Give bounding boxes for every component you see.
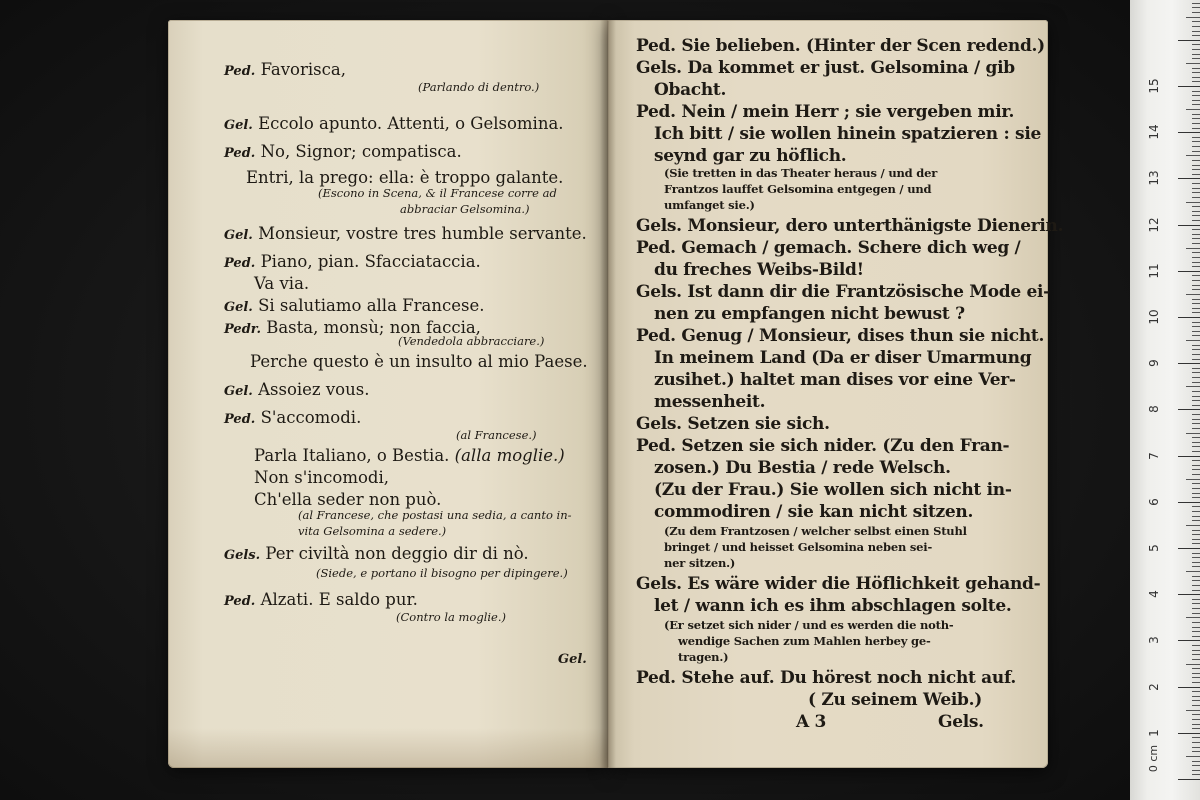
measuring-ruler (1130, 0, 1200, 800)
ruler-tick (1192, 68, 1200, 69)
dialogue-text: Assoiez vous. (252, 380, 370, 399)
ruler-tick (1192, 543, 1200, 544)
ruler-tick (1192, 719, 1200, 720)
ruler-tick (1178, 548, 1200, 549)
ruler-tick (1192, 49, 1200, 50)
ruler-tick (1192, 215, 1200, 216)
ruler-tick (1192, 114, 1200, 115)
ruler-number: 1 (1147, 729, 1161, 737)
right-text-line: (Zu der Frau.) Sie wollen sich nicht in- (654, 480, 1012, 500)
ruler-tick (1186, 109, 1200, 110)
ruler-tick (1192, 54, 1200, 55)
right-text-line: seynd gar zu höflich. (654, 146, 847, 166)
left-text-line (254, 470, 389, 487)
left-text-line (250, 354, 588, 371)
dialogue-text: No, Signor; compatisca. (255, 142, 462, 161)
ruler-tick (1192, 724, 1200, 725)
ruler-tick (1192, 160, 1200, 161)
ruler-tick (1186, 386, 1200, 387)
ruler-tick (1192, 590, 1200, 591)
ruler-tick (1192, 645, 1200, 646)
ruler-tick (1192, 603, 1200, 604)
ruler-tick (1186, 617, 1200, 618)
ruler-tick (1192, 372, 1200, 373)
ruler-tick (1192, 77, 1200, 78)
dialogue-text: Favorisca, (255, 60, 346, 79)
right-text-line: (Er setzet sich nider / und es werden die noth- (664, 618, 954, 632)
ruler-tick (1178, 779, 1200, 780)
ruler-tick (1186, 155, 1200, 156)
left-text-line (298, 526, 446, 538)
left-text-line (400, 204, 530, 216)
speaker-label: Ped. (224, 594, 256, 609)
ruler-tick (1192, 659, 1200, 660)
ruler-tick (1192, 751, 1200, 752)
ruler-tick (1178, 409, 1200, 410)
catchword: Gels. (938, 712, 984, 732)
ruler-number: 10 (1147, 309, 1161, 325)
right-text-line: messenheit. (654, 392, 766, 412)
ruler-tick (1186, 433, 1200, 434)
stage-direction: (Siede, e portano il bisogno per dipingere.) (316, 566, 568, 580)
right-text-line: tragen.) (678, 650, 729, 664)
dialogue-text: Si salutiamo alla Francese. (252, 296, 485, 315)
right-text-line: zosen.) Du Bestia / rede Welsch. (654, 458, 951, 478)
ruler-tick (1192, 100, 1200, 101)
ruler-number: 14 (1147, 124, 1161, 140)
ruler-tick (1192, 257, 1200, 258)
stage-direction: (Contro la moglie.) (396, 610, 506, 624)
ruler-tick (1192, 673, 1200, 674)
ruler-tick (1192, 483, 1200, 484)
ruler-tick (1192, 668, 1200, 669)
ruler-number: 9 (1147, 359, 1161, 367)
left-text-line (418, 82, 539, 94)
ruler-tick (1186, 17, 1200, 18)
ruler-tick (1178, 225, 1200, 226)
right-text-line: du freches Weibs-Bild! (654, 260, 864, 280)
right-text-line: In meinem Land (Da er diser Umarmung (654, 348, 1032, 368)
right-text-line: Gels. Ist dann dir die Frantzösische Mode ei- (636, 282, 1050, 302)
ruler-tick (1192, 742, 1200, 743)
ruler-tick (1192, 613, 1200, 614)
ruler-tick (1192, 192, 1200, 193)
ruler-tick (1192, 72, 1200, 73)
ruler-tick (1192, 137, 1200, 138)
left-text-line (456, 430, 537, 442)
ruler-tick (1192, 580, 1200, 581)
stage-direction: (Vendedola abbracciare.) (398, 334, 545, 348)
ruler-tick (1192, 345, 1200, 346)
ruler-tick (1192, 12, 1200, 13)
stage-direction: vita Gelsomina a sedere.) (298, 524, 447, 538)
ruler-tick (1192, 151, 1200, 152)
left-text-line (558, 650, 587, 667)
ruler-tick (1192, 728, 1200, 729)
ruler-tick (1192, 81, 1200, 82)
ruler-tick (1192, 650, 1200, 651)
left-text-line (224, 382, 369, 399)
left-text-line (254, 448, 565, 465)
ruler-tick (1192, 303, 1200, 304)
ruler-tick (1192, 146, 1200, 147)
ruler-tick (1192, 714, 1200, 715)
speaker-label: Ped. (224, 146, 256, 161)
ruler-tick (1192, 91, 1200, 92)
ruler-tick (1192, 654, 1200, 655)
stage-direction: (Parlando di dentro.) (418, 80, 540, 94)
left-text-line (224, 592, 418, 609)
ruler-tick (1192, 400, 1200, 401)
ruler-tick (1192, 58, 1200, 59)
ruler-tick (1192, 183, 1200, 184)
dialogue-text: S'accomodi. (255, 408, 362, 427)
ruler-tick (1192, 497, 1200, 498)
ruler-tick (1192, 506, 1200, 507)
right-text-line: Obacht. (654, 80, 727, 100)
left-text-line (224, 116, 564, 133)
dialogue-text: Basta, monsù; non faccia, (260, 318, 481, 337)
right-text-line: Ped. Gemach / gemach. Schere dich weg / (636, 238, 1021, 258)
ruler-tick (1192, 280, 1200, 281)
ruler-tick (1192, 21, 1200, 22)
ruler-tick (1192, 747, 1200, 748)
stage-direction: (alla moglie.) (454, 446, 565, 465)
left-text-line (398, 336, 544, 348)
ruler-tick (1186, 571, 1200, 572)
ruler-tick (1192, 530, 1200, 531)
ruler-tick (1192, 3, 1200, 4)
ruler-tick (1192, 488, 1200, 489)
right-text-line: ( Zu seinem Weib.) (808, 690, 983, 710)
ruler-tick (1192, 188, 1200, 189)
ruler-tick (1192, 229, 1200, 230)
ruler-tick (1192, 349, 1200, 350)
ruler-tick (1178, 640, 1200, 641)
right-text-line: bringet / und heisset Gelsomina neben sei- (664, 540, 933, 554)
ruler-tick (1192, 396, 1200, 397)
ruler-number: 3 (1147, 636, 1161, 644)
ruler-tick (1192, 770, 1200, 771)
left-text-line (298, 510, 572, 522)
ruler-tick (1192, 169, 1200, 170)
left-text-line (254, 276, 309, 293)
ruler-tick (1178, 178, 1200, 179)
ruler-tick (1186, 248, 1200, 249)
ruler-number: 6 (1147, 498, 1161, 506)
left-text-line (246, 170, 563, 187)
ruler-tick (1192, 682, 1200, 683)
right-text-line: commodiren / sie kan nicht sitzen. (654, 502, 974, 522)
speaker-label: Pedr. (224, 322, 261, 337)
ruler-tick (1192, 141, 1200, 142)
ruler-tick (1192, 576, 1200, 577)
ruler-number: 11 (1147, 263, 1161, 279)
left-text-line (224, 410, 361, 427)
ruler-tick (1178, 86, 1200, 87)
ruler-tick (1192, 262, 1200, 263)
ruler-tick (1192, 326, 1200, 327)
ruler-tick (1192, 299, 1200, 300)
ruler-tick (1192, 285, 1200, 286)
ruler-tick (1192, 289, 1200, 290)
ruler-tick (1192, 677, 1200, 678)
ruler-tick (1186, 756, 1200, 757)
dialogue-text: Per civiltà non deggio dir di nò. (260, 544, 529, 563)
ruler-tick (1186, 294, 1200, 295)
ruler-tick (1192, 252, 1200, 253)
ruler-tick (1192, 118, 1200, 119)
ruler-tick (1186, 479, 1200, 480)
speaker-label: Ped. (224, 64, 256, 79)
dialogue-text: Perche questo è un insulto al mio Paese. (250, 352, 588, 371)
ruler-unit-label: 0 cm (1147, 744, 1161, 773)
ruler-number: 8 (1147, 405, 1161, 413)
speaker-label: Gel. (224, 118, 253, 133)
ruler-tick (1192, 636, 1200, 637)
ruler-tick (1192, 95, 1200, 96)
left-text-line (224, 144, 462, 161)
ruler-tick (1192, 423, 1200, 424)
right-text-line: Ped. Stehe auf. Du hörest noch nicht auf. (636, 668, 1016, 688)
ruler-tick (1192, 220, 1200, 221)
right-text-line: (Sie tretten in das Theater heraus / und der (664, 166, 938, 180)
ruler-tick (1192, 165, 1200, 166)
left-text-line (224, 62, 346, 79)
left-text-line (318, 188, 557, 200)
ruler-tick (1178, 271, 1200, 272)
ruler-tick (1192, 391, 1200, 392)
ruler-tick (1192, 174, 1200, 175)
ruler-tick (1192, 622, 1200, 623)
ruler-tick (1186, 710, 1200, 711)
ruler-tick (1192, 128, 1200, 129)
book-gutter (600, 20, 616, 768)
stage-direction: (Escono in Scena, & il Francese corre ad (318, 186, 557, 200)
left-page (168, 20, 608, 768)
ruler-tick (1192, 368, 1200, 369)
right-text-line: Ped. Nein / mein Herr ; sie vergeben mir. (636, 102, 1015, 122)
ruler-tick (1192, 446, 1200, 447)
right-text-line: zusihet.) haltet man dises vor eine Ver- (654, 370, 1016, 390)
dialogue-text: Non s'incomodi, (254, 468, 389, 487)
ruler-tick (1192, 243, 1200, 244)
speaker-label: Gel. (224, 228, 253, 243)
speaker-label: Gel. (224, 384, 253, 399)
ruler-tick (1192, 331, 1200, 332)
ruler-tick (1192, 520, 1200, 521)
right-text-line: Gels. Da kommet er just. Gelsomina / gib (636, 58, 1015, 78)
speaker-label: Gel. (224, 300, 253, 315)
ruler-tick (1186, 664, 1200, 665)
right-text-line: Gels. Monsieur, dero unterthänigste Dienerin. (636, 216, 1064, 236)
ruler-tick (1192, 234, 1200, 235)
ruler-tick (1192, 437, 1200, 438)
ruler-tick (1192, 104, 1200, 105)
ruler-tick (1178, 687, 1200, 688)
dialogue-text: Alzati. E saldo pur. (255, 590, 418, 609)
ruler-tick (1178, 363, 1200, 364)
stage-direction: (al Francese, che postasi una sedia, a canto in- (298, 508, 572, 522)
ruler-tick (1192, 238, 1200, 239)
right-text-line: let / wann ich es ihm abschlagen solte. (654, 596, 1012, 616)
ruler-tick (1192, 511, 1200, 512)
ruler-tick (1192, 405, 1200, 406)
ruler-tick (1192, 737, 1200, 738)
ruler-tick (1192, 474, 1200, 475)
ruler-tick (1192, 197, 1200, 198)
ruler-tick (1192, 211, 1200, 212)
ruler-tick (1192, 534, 1200, 535)
ruler-tick (1192, 705, 1200, 706)
ruler-tick (1192, 562, 1200, 563)
right-text-line: Gels. Es wäre wider die Höflichkeit gehand- (636, 574, 1041, 594)
dialogue-text: Piano, pian. Sfacciataccia. (255, 252, 481, 271)
ruler-tick (1186, 340, 1200, 341)
left-text-line (224, 254, 481, 271)
ruler-tick (1192, 335, 1200, 336)
ruler-tick (1192, 631, 1200, 632)
right-page (608, 20, 1064, 768)
ruler-tick (1186, 525, 1200, 526)
right-text-line: Ped. Genug / Monsieur, dises thun sie nicht. (636, 326, 1045, 346)
ruler-tick (1186, 202, 1200, 203)
ruler-tick (1192, 354, 1200, 355)
ruler-tick (1178, 594, 1200, 595)
ruler-tick (1192, 557, 1200, 558)
ruler-tick (1192, 469, 1200, 470)
ruler-tick (1192, 359, 1200, 360)
ruler-tick (1192, 322, 1200, 323)
ruler-tick (1192, 493, 1200, 494)
ruler-tick (1192, 553, 1200, 554)
right-text-line: nen zu empfangen nicht bewust ? (654, 304, 965, 324)
ruler-tick (1192, 377, 1200, 378)
page-edge-stain (168, 728, 608, 768)
ruler-tick (1192, 627, 1200, 628)
stage-direction: (al Francese.) (456, 428, 537, 442)
ruler-number: 12 (1147, 217, 1161, 233)
dialogue-text: Ch'ella seder non può. (254, 490, 442, 509)
stage-direction: abbraciar Gelsomina.) (400, 202, 530, 216)
left-text-line (224, 298, 484, 315)
dialogue-text: Entri, la prego: ella: è troppo galante. (246, 168, 564, 187)
right-text-line: Ped. Setzen sie sich nider. (Zu den Fran- (636, 436, 1010, 456)
left-text-line (316, 568, 568, 580)
ruler-tick (1192, 774, 1200, 775)
left-text-line (254, 492, 441, 509)
ruler-tick (1192, 428, 1200, 429)
left-text-line (396, 612, 506, 624)
speaker-label: Ped. (224, 412, 256, 427)
open-book (168, 20, 1064, 768)
speaker-label: Gels. (224, 548, 261, 563)
ruler-tick (1192, 312, 1200, 313)
right-text-line: Ped. Sie belieben. (Hinter der Scen redend.) (636, 36, 1045, 56)
speaker-label: Gel. (558, 652, 587, 667)
ruler-tick (1192, 419, 1200, 420)
left-text-line (224, 226, 587, 243)
ruler-tick (1192, 765, 1200, 766)
dialogue-text: Eccolo apunto. Attenti, o Gelsomina. (252, 114, 564, 133)
ruler-tick (1178, 733, 1200, 734)
ruler-tick (1192, 608, 1200, 609)
ruler-tick (1192, 206, 1200, 207)
ruler-tick (1192, 31, 1200, 32)
right-text-line: ner sitzen.) (664, 556, 736, 570)
ruler-tick (1192, 382, 1200, 383)
dialogue-text: Va via. (254, 274, 310, 293)
ruler-tick (1192, 460, 1200, 461)
page-signature-mark: A 3 (796, 712, 827, 732)
ruler-tick (1186, 63, 1200, 64)
ruler-number: 4 (1147, 590, 1161, 598)
ruler-tick (1192, 275, 1200, 276)
ruler-number: 15 (1147, 78, 1161, 94)
ruler-tick (1192, 585, 1200, 586)
ruler-tick (1192, 266, 1200, 267)
dialogue-text: Parla Italiano, o Bestia. (254, 446, 455, 465)
ruler-tick (1192, 451, 1200, 452)
ruler-tick (1192, 700, 1200, 701)
ruler-tick (1192, 35, 1200, 36)
ruler-tick (1178, 40, 1200, 41)
ruler-tick (1178, 502, 1200, 503)
ruler-tick (1192, 123, 1200, 124)
ruler-tick (1192, 599, 1200, 600)
ruler-tick (1178, 132, 1200, 133)
ruler-number: 2 (1147, 683, 1161, 691)
left-text-line (224, 546, 529, 563)
ruler-tick (1192, 465, 1200, 466)
ruler-tick (1192, 308, 1200, 309)
dialogue-text: Monsieur, vostre tres humble servante. (252, 224, 587, 243)
ruler-tick (1192, 414, 1200, 415)
ruler-tick (1192, 539, 1200, 540)
ruler-number: 5 (1147, 544, 1161, 552)
right-text-line: Frantzos lauffet Gelsomina entgegen / und (664, 182, 932, 196)
right-text-line: (Zu dem Frantzosen / welcher selbst einen Stuhl (664, 524, 967, 538)
right-text-line: wendige Sachen zum Mahlen herbey ge- (678, 634, 931, 648)
right-text-line: Ich bitt / sie wollen hinein spatzieren : sie (654, 124, 1041, 144)
right-text-line: umfanget sie.) (664, 198, 755, 212)
ruler-tick (1192, 26, 1200, 27)
ruler-tick (1192, 516, 1200, 517)
ruler-tick (1192, 691, 1200, 692)
ruler-tick (1178, 456, 1200, 457)
ruler-tick (1192, 761, 1200, 762)
ruler-tick (1192, 442, 1200, 443)
ruler-tick (1192, 7, 1200, 8)
ruler-tick (1192, 44, 1200, 45)
speaker-label: Ped. (224, 256, 256, 271)
right-text-line: Gels. Setzen sie sich. (636, 414, 830, 434)
ruler-number: 13 (1147, 170, 1161, 186)
ruler-number: 7 (1147, 452, 1161, 460)
ruler-tick (1192, 696, 1200, 697)
ruler-tick (1192, 566, 1200, 567)
ruler-tick (1178, 317, 1200, 318)
